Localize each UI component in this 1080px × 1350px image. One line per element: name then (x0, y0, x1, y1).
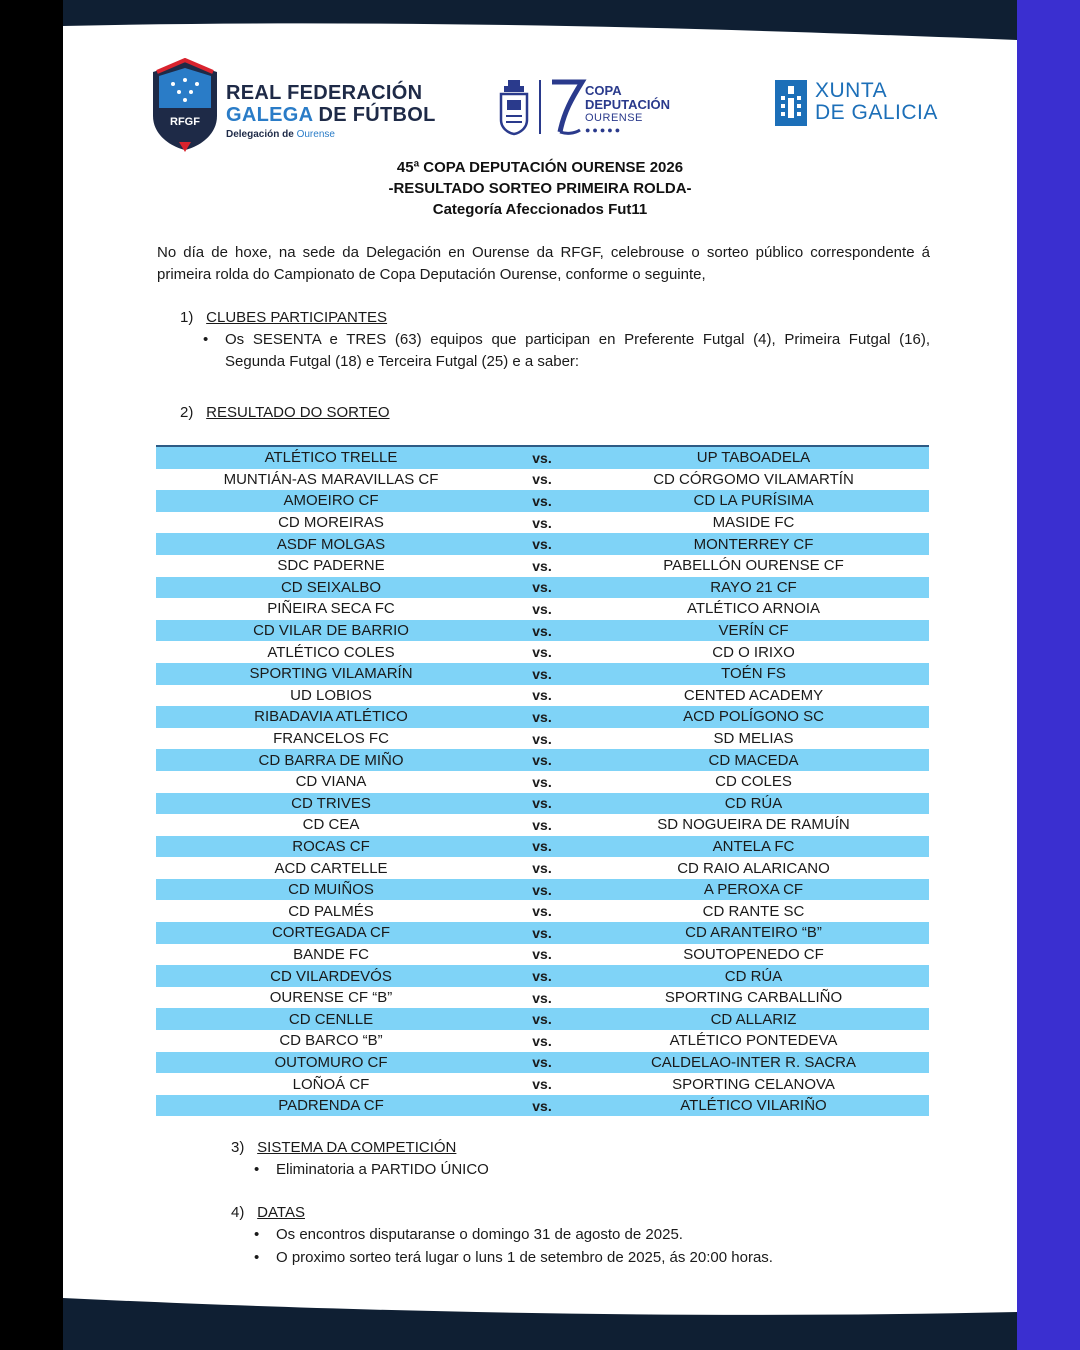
vs-label: vs. (532, 1097, 552, 1114)
table-row (156, 577, 929, 599)
home-team: CD VIANA (295, 773, 367, 791)
home-team: ROCAS CF (292, 837, 370, 855)
intro-paragraph: No día de hoxe, na sede da Delegación en Ourense da RFGF, celebrouse o sorteo público correspondente á primeira rolda do Campionato de Copa Deputación Ourense, conforme o seguinte, (157, 244, 930, 283)
vs-label: vs. (532, 924, 552, 941)
vs-label: vs. (532, 838, 552, 855)
copa-deputacion-logo (498, 78, 688, 140)
section2-title: RESULTADO DO SORTEO (206, 404, 390, 421)
table-row (156, 879, 929, 901)
rfgf-name-galega: GALEGA (226, 104, 313, 126)
home-team: UD LOBIOS (290, 686, 372, 704)
rfgf-badge-text: RFGF (170, 116, 200, 128)
away-team: RAYO 21 CF (710, 578, 797, 596)
section3-number: 3) (231, 1139, 245, 1156)
table-row (156, 490, 929, 512)
home-team: RIBADAVIA ATLÉTICO (254, 708, 408, 726)
home-team: CD MUIÑOS (288, 881, 374, 899)
section1-bullet (203, 329, 930, 373)
vs-label: vs. (532, 471, 552, 488)
vs-label: vs. (532, 989, 552, 1006)
copa-text-copa: COPA (585, 83, 622, 98)
table-row (156, 469, 929, 491)
home-team: ATLÉTICO COLES (267, 643, 395, 661)
copa-divider (539, 80, 541, 134)
vs-label: vs. (532, 1054, 552, 1071)
home-team: ACD CARTELLE (274, 859, 388, 877)
vs-label: vs. (532, 622, 552, 639)
vs-label: vs. (532, 644, 552, 661)
vs-label: vs. (532, 752, 552, 769)
home-team: CORTEGADA CF (271, 924, 391, 942)
away-team: MASIDE FC (712, 514, 795, 532)
side-band (1017, 0, 1080, 1350)
home-team: SPORTING VILAMARÍN (249, 665, 413, 683)
section2-heading (180, 402, 390, 424)
table-row (156, 447, 929, 469)
home-team: BANDE FC (293, 945, 369, 963)
home-team: OUTOMURO CF (274, 1053, 388, 1071)
table-row (156, 512, 929, 534)
vs-label: vs. (532, 860, 552, 877)
away-team: MONTERREY CF (693, 535, 814, 553)
vs-label: vs. (532, 708, 552, 725)
table-row (156, 663, 929, 685)
vs-label: vs. (532, 536, 552, 553)
ourense-crest-icon (498, 78, 530, 136)
title-line3: Categoría Afeccionados Fut11 (432, 201, 648, 218)
home-team: CD CENLLE (288, 1010, 374, 1028)
home-team: MUNTIÁN-AS MARAVILLAS CF (223, 470, 439, 488)
section3-title: SISTEMA DA COMPETICIÓN (257, 1139, 457, 1156)
vs-label: vs. (532, 1076, 552, 1093)
copa-seven-icon (548, 78, 588, 136)
away-team: CALDELAO-INTER R. SACRA (650, 1053, 857, 1071)
away-team: SD MELIAS (713, 730, 794, 748)
table-row (156, 641, 929, 663)
home-team: CD BARRA DE MIÑO (258, 751, 404, 769)
vs-label: vs. (532, 903, 552, 920)
section1-bullet-text: Os SESENTA e TRES (63) equipos que participan en Preferente Futgal (4), Primeira Futgal (16), Segunda Futgal (18) e Terceira Futgal (25) e a saber: (225, 331, 930, 370)
away-team: ANTELA FC (712, 837, 795, 855)
section4-number: 4) (231, 1204, 245, 1221)
rfgf-shield-icon (149, 58, 221, 153)
bullet-icon: • (254, 1161, 260, 1178)
title-line1: 45ª COPA DEPUTACIÓN OURENSE 2026 (396, 159, 684, 176)
away-team: SD NOGUEIRA DE RAMUÍN (657, 816, 850, 834)
vs-label: vs. (532, 1032, 552, 1049)
away-team: UP TABOADELA (696, 449, 811, 467)
table-row (156, 1073, 929, 1095)
away-team: TOÉN FS (721, 665, 786, 683)
section2-number: 2) (180, 404, 194, 421)
rfgf-name-defutbol: DE FÚTBOL (318, 104, 436, 126)
table-row (156, 771, 929, 793)
home-team: CD BARCO “B” (279, 1032, 383, 1050)
vs-label: vs. (532, 600, 552, 617)
home-team: PIÑEIRA SECA FC (267, 600, 395, 618)
table-row (156, 965, 929, 987)
vs-label: vs. (532, 687, 552, 704)
document-page (63, 0, 1017, 1350)
vs-label: vs. (532, 449, 552, 466)
copa-text-deputacion: DEPUTACIÓN (585, 97, 670, 112)
table-row (156, 1095, 929, 1117)
table-row (156, 987, 929, 1009)
xunta-flag-icon (775, 80, 807, 126)
top-wave-decoration (63, 0, 1017, 60)
away-team: ATLÉTICO ARNOIA (686, 600, 821, 618)
section3-bullet-text: Eliminatoria a PARTIDO ÚNICO (276, 1161, 489, 1178)
bullet-icon: • (254, 1226, 260, 1243)
vs-label: vs. (532, 773, 552, 790)
home-team: CD MOREIRAS (278, 514, 384, 532)
vs-label: vs. (532, 730, 552, 747)
table-row (156, 793, 929, 815)
section4-bullet1-text: Os encontros disputaranse o domingo 31 de agosto de 2025. (276, 1226, 683, 1243)
document-title (63, 157, 1017, 220)
away-team: VERÍN CF (718, 622, 789, 640)
vs-label: vs. (532, 492, 552, 509)
table-row (156, 533, 929, 555)
section3-heading (231, 1137, 456, 1159)
home-team: CD PALMÉS (288, 902, 374, 920)
vs-label: vs. (532, 557, 552, 574)
rfgf-logo (149, 58, 449, 158)
table-row (156, 685, 929, 707)
away-team: CD CÓRGOMO VILAMARTÍN (653, 470, 854, 488)
home-team: CD VILARDEVÓS (270, 967, 392, 985)
table-row (156, 706, 929, 728)
away-team: SPORTING CELANOVA (672, 1075, 835, 1093)
table-row (156, 900, 929, 922)
away-team: CD RÚA (724, 794, 783, 812)
table-row (156, 598, 929, 620)
rfgf-ourense: Ourense (296, 129, 335, 140)
home-team: PADRENDA CF (278, 1097, 384, 1115)
table-row (156, 555, 929, 577)
home-team: LOÑOÁ CF (292, 1075, 370, 1093)
section4-bullet2-text: O proximo sorteo terá lugar o luns 1 de setembro de 2025, ás 20:00 horas. (276, 1249, 773, 1266)
bullet-icon: • (254, 1249, 260, 1266)
title-line2: -RESULTADO SORTEO PRIMEIRA ROLDA- (388, 180, 692, 197)
copa-dots: ●●●●● (585, 125, 623, 135)
home-team: CD VILAR DE BARRIO (253, 622, 409, 640)
vs-label: vs. (532, 514, 552, 531)
away-team: A PEROXA CF (703, 881, 804, 899)
section4-bullet1 (254, 1224, 924, 1246)
away-team: ACD POLÍGONO SC (683, 708, 824, 726)
table-row (156, 836, 929, 858)
home-team: ASDF MOLGAS (276, 535, 386, 553)
vs-label: vs. (532, 946, 552, 963)
vs-label: vs. (532, 665, 552, 682)
away-team: CD RAIO ALARICANO (677, 859, 830, 877)
away-team: CD RÚA (724, 967, 783, 985)
table-row (156, 857, 929, 879)
xunta-text-line2: DE GALICIA (815, 101, 938, 124)
away-team: ATLÉTICO VILARIÑO (680, 1097, 827, 1115)
table-row (156, 922, 929, 944)
rfgf-delegacion: Delegación de (226, 129, 294, 140)
bottom-wave-decoration (63, 1280, 1017, 1350)
section1-number: 1) (180, 309, 194, 326)
table-row (156, 1052, 929, 1074)
home-team: ATLÉTICO TRELLE (264, 449, 398, 467)
section4-heading (231, 1202, 305, 1224)
vs-label: vs. (532, 579, 552, 596)
xunta-logo (775, 80, 945, 130)
section3-bullet (254, 1159, 904, 1181)
copa-text-ourense: OURENSE (585, 112, 643, 124)
away-team: CD ARANTEIRO “B” (685, 924, 822, 942)
home-team: FRANCELOS FC (273, 730, 389, 748)
away-team: CD O IRIXO (712, 643, 795, 661)
xunta-text-line1: XUNTA (815, 79, 888, 102)
bullet-icon: • (203, 331, 209, 348)
table-row (156, 1008, 929, 1030)
away-team: CD COLES (715, 773, 792, 791)
draw-results-table (156, 445, 929, 1116)
section4-title: DATAS (257, 1204, 305, 1221)
away-team: SOUTOPENEDO CF (683, 945, 824, 963)
section1-heading (180, 307, 387, 329)
away-team: PABELLÓN OURENSE CF (663, 557, 844, 575)
home-team: SDC PADERNE (277, 557, 385, 575)
home-team: AMOEIRO CF (283, 492, 379, 510)
rfgf-name-line1: REAL FEDERACIÓN (226, 82, 423, 104)
away-team: CENTED ACADEMY (683, 686, 824, 704)
table-row (156, 1030, 929, 1052)
vs-label: vs. (532, 1011, 552, 1028)
away-team: ATLÉTICO PONTEDEVA (669, 1032, 838, 1050)
table-row (156, 944, 929, 966)
away-team: CD ALLARIZ (710, 1010, 797, 1028)
away-team: SPORTING CARBALLIÑO (664, 989, 843, 1007)
table-row (156, 749, 929, 771)
home-team: CD CEA (302, 816, 360, 834)
table-row (156, 728, 929, 750)
table-row (156, 620, 929, 642)
section4-bullet2 (254, 1247, 924, 1269)
away-team: CD LA PURÍSIMA (693, 492, 814, 510)
away-team: CD MACEDA (708, 751, 799, 769)
vs-label: vs. (532, 795, 552, 812)
vs-label: vs. (532, 881, 552, 898)
home-team: OURENSE CF “B” (269, 989, 393, 1007)
away-team: CD RANTE SC (702, 902, 805, 920)
vs-label: vs. (532, 968, 552, 985)
vs-label: vs. (532, 816, 552, 833)
home-team: CD TRIVES (291, 794, 371, 812)
section1-title: CLUBES PARTICIPANTES (206, 309, 388, 326)
home-team: CD SEIXALBO (280, 578, 382, 596)
table-row (156, 814, 929, 836)
